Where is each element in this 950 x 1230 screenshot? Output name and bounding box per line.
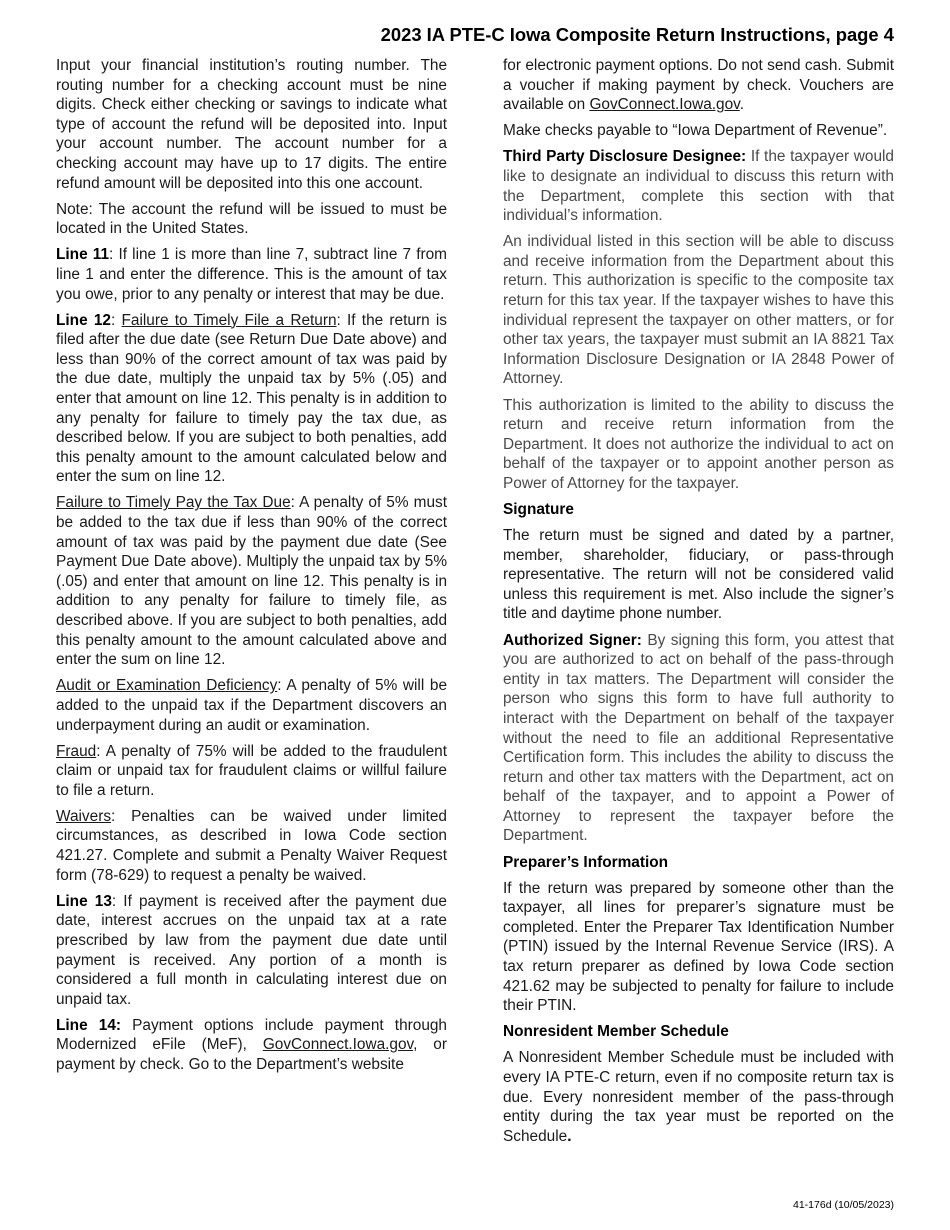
signature-paragraph: The return must be signed and dated by a partner, member, shareholder, fiduciary, or pass-through representative. The return will not be considered valid unless this requirement is met. Also include the signer’s title and daytime phone number.: [503, 527, 894, 623]
left-column: [56, 56, 447, 1081]
authorized-signer-label: Authorized Signer:: [503, 631, 642, 649]
checks-paragraph: Make checks payable to “Iowa Department of Revenue”.: [503, 122, 888, 140]
line-11-paragraph: Line 11: If line 1 is more than line 7, subtract line 7 from line 1 and enter the difference. This is the amount of tax you owe, prior to any penalty or interest that may be due.: [56, 246, 447, 303]
signature-heading: Signature: [503, 500, 574, 518]
failure-to-pay-heading: Failure to Timely Pay the Tax Due: [56, 494, 291, 512]
audit-paragraph: Audit or Examination Deficiency: A penalty of 5% will be added to the unpaid tax if the Department discovers an underpayment during an audit or examination.: [56, 677, 448, 734]
preparer-paragraph: If the return was prepared by someone other than the taxpayer, all lines for preparer’s signature must be completed. Enter the Preparer Tax Identification Number (PTIN) issued by the Internal Revenue Service (IRS). A tax return preparer as defined by Iowa Code section 421.62 may be subjected to penalty for failure to include their PTIN.: [503, 879, 894, 1015]
page-title: 2023 IA PTE-C Iowa Composite Return Instructions, page 4: [380, 24, 894, 45]
fraud-heading: Fraud: [56, 742, 97, 760]
failure-to-pay-paragraph: Failure to Timely Pay the Tax Due: A penalty of 5% must be added to the tax due if less than 90% of the correct amount of tax was paid by the payment due date (See Payment Due Date above). Multiply the unpaid tax by 5% (.05) and enter that amount on line 12. This penalty is in addition to any penalty for failure to timely file, as described above. If you are subject to both penalties, add this penalty amount to the amount calculated above and enter the sum on line 12.: [56, 494, 447, 669]
line-13-paragraph: Line 13: If payment is received after the payment due date, interest accrues on the unpaid tax at a rate prescribed by law from the payment due date until payment is received. Any portion of a month is considered a full month in calculating interest due on unpaid tax.: [56, 892, 447, 1008]
third-party-paragraph: Third Party Disclosure Designee: If the taxpayer would like to designate an individual to discuss this return with the Department, complete this section with that individual’s information.: [503, 148, 894, 225]
authorized-signer-paragraph: Authorized Signer: By signing this form, you attest that you are authorized to act on behalf of the pass-through entity in tax matters. The Department will consider the person who signs this form to have full authority to interact with the Department on behalf of the taxpayer without the need to file an additional Representative Certification form. This includes the ability to discuss the return and other tax matters with the Department, act on behalf of the taxpayer, and to appoint a Power of Attorney to represent the taxpayer before the Department.: [503, 631, 894, 845]
limited-authorization-paragraph: This authorization is limited to the ability to discuss the return and receive return information from the Department. It does not authorize the individual to act on behalf of the taxpayer or to appoint another person as Power of Attorney for the taxpayer.: [503, 396, 894, 492]
govconnect-link[interactable]: GovConnect.Iowa.gov: [262, 1036, 414, 1054]
failure-to-file-heading: Failure to Timely File a Return: [121, 311, 337, 329]
right-column: [503, 56, 894, 1153]
third-party-label: Third Party Disclosure Designee:: [503, 148, 747, 166]
preparer-heading: Preparer’s Information: [503, 853, 669, 871]
form-id: 41-176d (10/05/2023): [793, 1199, 894, 1211]
line-14-paragraph: Line 14: Payment options include payment through Modernized eFile (MeF), GovConnect.Iowa.gov, or payment by check. Go to the Department’s website: [56, 1016, 447, 1073]
audit-heading: Audit or Examination Deficiency: [56, 677, 278, 695]
payment-continuation-paragraph: for electronic payment options. Do not send cash. Submit a voucher if making payment by check. Vouchers are available on GovConnect.Iowa.gov.: [503, 57, 894, 114]
routing-paragraph: Input your financial institution’s routing number. The routing number for a checking account must be nine digits. Check either checking or savings to indicate what type of account the refund will be deposited into. Input your account number. The account number for a checking account may have up to 17 digits. The entire refund amount will be deposited into this one account.: [56, 57, 447, 192]
individual-paragraph: An individual listed in this section will be able to discuss and receive information from the Department about this return. This authorization is specific to the composite tax return for this tax year. If the taxpayer wishes to have this individual represent the taxpayer on other matters, or for other tax years, the taxpayer must submit an IA 8821 Tax Information Disclosure Designation or IA 2848 Power of Attorney.: [503, 233, 894, 388]
line-11-label: Line 11: [56, 246, 110, 264]
line-12-paragraph: Line 12: Failure to Timely File a Return: If the return is filed after the due date (see Return Due Date above) and less than 90% of the correct amount of tax was paid by the due date, multiply the unpaid tax by 5% (.05) and enter that amount on line 12. This penalty is in addition to any penalty for failure to timely pay the tax due, as described below. If you are subject to both penalties, add this penalty amount to the amount calculated below and enter the sum on line 12.: [56, 311, 447, 486]
waivers-heading: Waivers: [56, 807, 112, 825]
fraud-paragraph: Fraud: A penalty of 75% will be added to the fraudulent claim or unpaid tax for fraudulent claims or willful failure to file a return.: [56, 742, 447, 799]
line-14-label: Line 14:: [56, 1016, 122, 1034]
line-13-label: Line 13: [56, 892, 112, 910]
line-12-label: Line 12: [56, 311, 111, 329]
note-paragraph: Note: The account the refund will be issued to must be located in the United States.: [56, 200, 447, 238]
govconnect-link-2[interactable]: GovConnect.Iowa.gov: [589, 96, 740, 114]
nonresident-paragraph: A Nonresident Member Schedule must be included with every IA PTE-C return, even if no composite return tax is due. Every nonresident member of the pass-through entity during the tax year must be reported on the Schedule.: [503, 1049, 894, 1145]
nonresident-heading: Nonresident Member Schedule: [503, 1023, 729, 1041]
waivers-paragraph: Waivers: Penalties can be waived under limited circumstances, as described in Iowa Code section 421.27. Complete and submit a Penalty Waiver Request form (78-629) to request a penalty be waived.: [56, 807, 447, 884]
